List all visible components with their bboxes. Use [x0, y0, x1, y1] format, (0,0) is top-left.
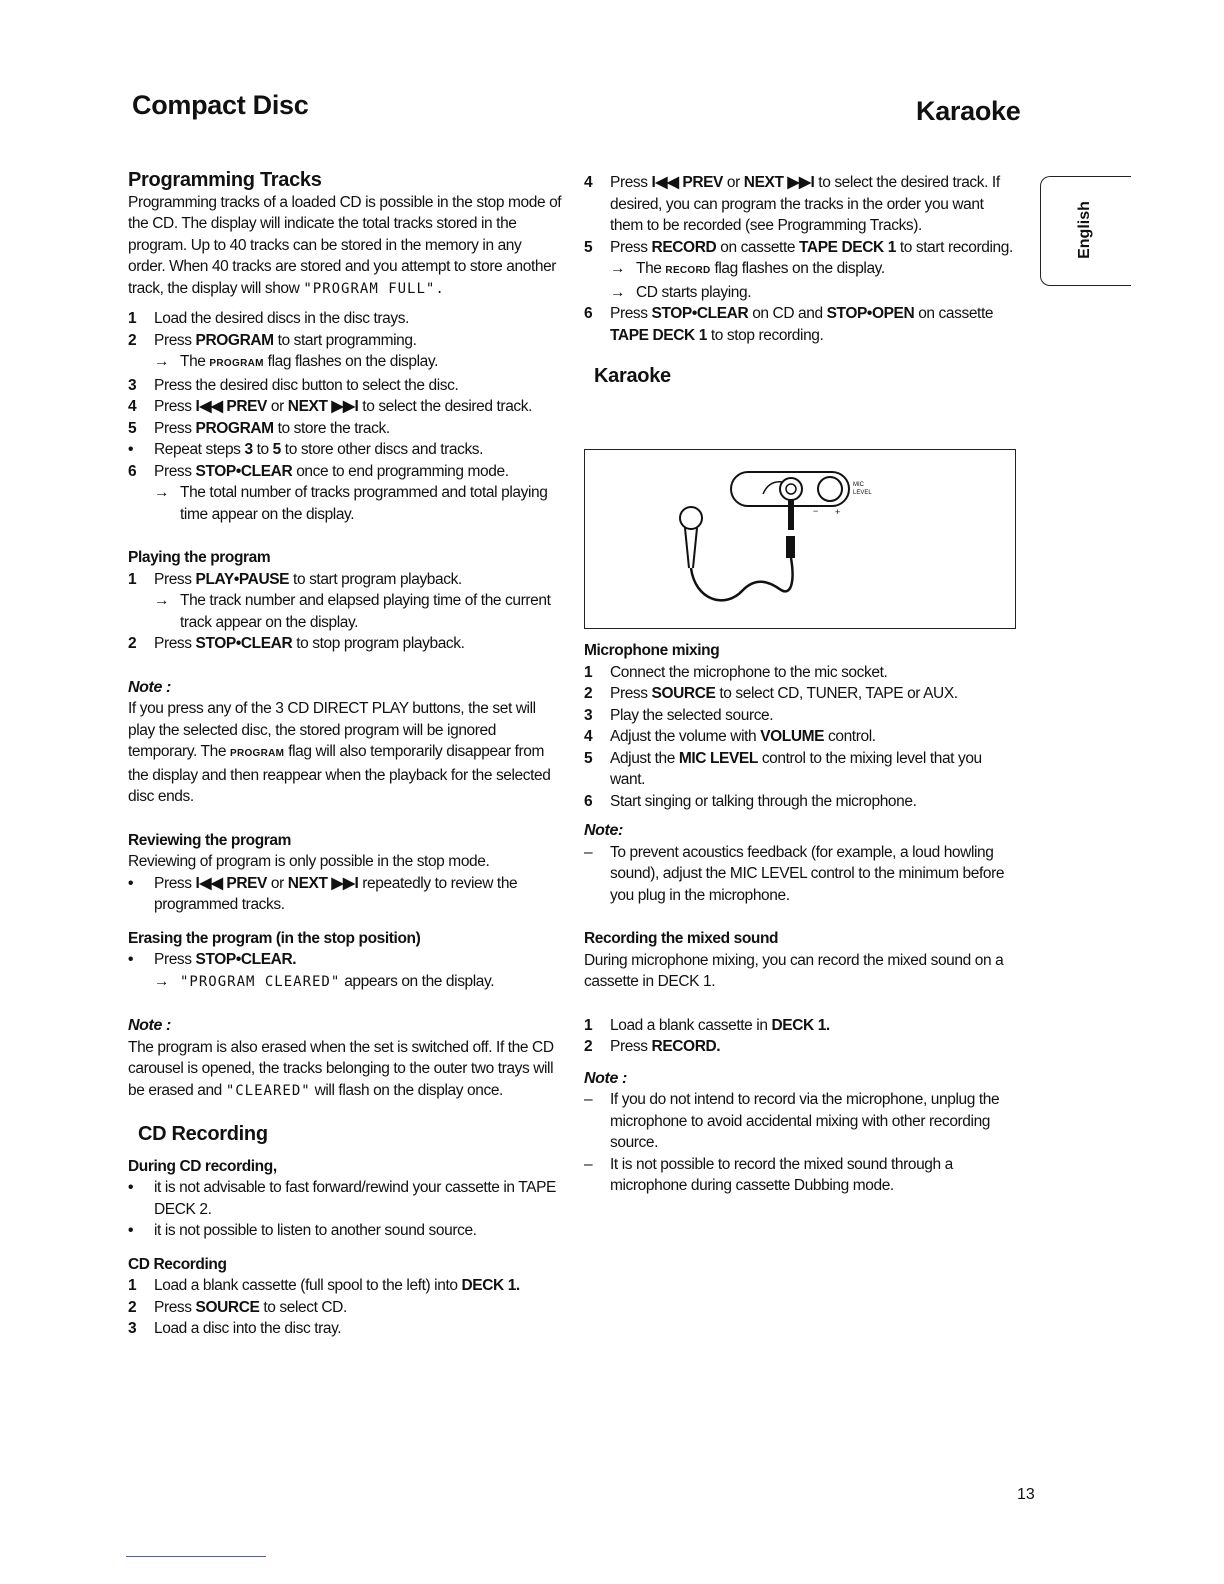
mix-note-text: – To prevent acoustics feedback (for example, a loud howling sound), adjust the MIC LEVEL control to the minimum before you plug in the microphone. [584, 843, 1005, 904]
mic-level-knob [818, 477, 842, 501]
plug [788, 500, 794, 530]
note-2-text: The program is also erased when the set is switched off. If the CD carousel is opened, the tracks belonging to the outer two trays will be erased and "CLEARED" will flash on the display once. [128, 1038, 554, 1099]
cdrec-step-1: 1 Load a blank cassette (full spool to the left) into DECK 1. [128, 1277, 520, 1294]
play-step-2: 2 Press STOP•CLEAR to stop program playback. [128, 635, 465, 652]
microphone-illustration [585, 450, 1015, 628]
mix-note-label: Note: [584, 822, 623, 839]
svg-text:−: − [813, 506, 819, 516]
cdrec-step-3: 3 Load a disc into the disc tray. [128, 1320, 342, 1337]
microphone-head [680, 507, 702, 529]
cdrec-subtitle: CD Recording [128, 1255, 227, 1273]
programming-intro: Programming tracks of a loaded CD is possible in the stop mode of the CD. The display will indicate the total tracks stored in the program. Up to 40 tracks can be stored in the memory in any order. When 40 tracks are stored and you attempt to store another track, the display will show "PROGRAM FULL". [128, 193, 562, 297]
language-tab-label: English [1076, 201, 1093, 259]
page-number: 13 [1017, 1486, 1035, 1503]
svg-text:+: + [835, 507, 841, 517]
karaoke-figure [584, 449, 1016, 629]
mix-step-5: 5 Adjust the MIC LEVEL control to the mixing level that you want. [584, 749, 982, 788]
erasing-bullet: • Press STOP•CLEAR. [128, 951, 297, 968]
cdrec-step-5-result-1: → The RECORD flag flashes on the display. [610, 260, 885, 277]
playing-title: Playing the program [128, 549, 271, 566]
karaoke-title: Karaoke [594, 365, 671, 387]
note-1-text: If you press any of the 3 CD DIRECT PLAY buttons, the set will play the selected disc, the stored program will be ignored temporary. The PROGRAM flag will also temporarily disappear from the display and then reappear when the playback for the selected disc ends. [128, 700, 551, 805]
cdrec-step-2: 2 Press SOURCE to select CD. [128, 1298, 347, 1316]
lcd-program-full: "PROGRAM FULL". [303, 280, 445, 297]
rec-note-1: – If you do not intend to record via the microphone, unplug the microphone to avoid accidental mixing with other recording source. [584, 1091, 1000, 1151]
rec-step-1: 1 Load a blank cassette in DECK 1. [584, 1016, 830, 1034]
cdrec-step-5-result-2: → CD starts playing. [610, 283, 752, 301]
cdrec-bullet-2: • it is not possible to listen to another sound source. [128, 1222, 477, 1239]
right-column-top [584, 172, 1014, 388]
play-step-1-result: → The track number and elapsed playing time of the current track appear on the display. [154, 592, 551, 631]
note-1-label: Note : [128, 678, 171, 696]
left-page-title: Compact Disc [132, 90, 309, 120]
microphone-cable [691, 558, 793, 600]
mix-step-4: 4 Adjust the volume with VOLUME control. [584, 728, 876, 745]
mix-step-2: 2 Press SOURCE to select CD, TUNER, TAPE or AUX. [584, 685, 958, 702]
rec-step-2: 2 Press RECORD. [584, 1038, 721, 1055]
prog-step-3: 3 Press the desired disc button to select the disc. [128, 376, 459, 394]
footer-rule [126, 1556, 266, 1557]
mix-step-3: 3 Play the selected source. [584, 706, 774, 724]
language-tab-label-wrap [1040, 176, 1130, 284]
programming-title: Programming Tracks [128, 169, 322, 191]
left-column [128, 170, 562, 1340]
mix-step-6: 6 Start singing or talking through the microphone. [584, 792, 917, 810]
mic-label: MIC [853, 482, 864, 488]
play-step-1: 1 Press PLAY•PAUSE to start program playback. [128, 570, 462, 588]
right-page-title: Karaoke [916, 96, 1021, 126]
prog-step-2: 2 Press PROGRAM to start programming. [128, 331, 417, 349]
prog-step-repeat: • Repeat steps 3 to 5 to store other discs and tracks. [128, 441, 484, 458]
lcd-program-cleared: "PROGRAM CLEARED" [180, 973, 341, 990]
prog-step-2-result: → The PROGRAM flag flashes on the display. [154, 353, 438, 370]
microphone-body [685, 528, 697, 568]
mic-socket [780, 478, 802, 500]
prog-step-1: 1 Load the desired discs in the disc trays. [128, 310, 409, 327]
rec-note-label: Note : [584, 1069, 627, 1087]
cdrec-bullet-1: • it is not advisable to fast forward/rewind your cassette in TAPE DECK 2. [128, 1179, 556, 1218]
rec-mixed-text: During microphone mixing, you can record the mixed sound on a cassette in DECK 1. [584, 951, 1004, 990]
prog-step-4: 4 Press I◀◀ PREV or NEXT ▶▶I to select the desired track. [128, 398, 533, 415]
mic-mixing-title: Microphone mixing [584, 642, 720, 659]
rec-note-2: – It is not possible to record the mixed sound through a microphone during cassette Dubbing mode. [584, 1155, 953, 1194]
cd-recording-title: CD Recording [138, 1123, 268, 1145]
prog-step-6: 6 Press STOP•CLEAR once to end programming mode. [128, 462, 509, 480]
cdrec-step-5: 5 Press RECORD on cassette TAPE DECK 1 to start recording. [584, 238, 1013, 256]
reviewing-title: Reviewing the program [128, 831, 291, 849]
rec-mixed-title: Recording the mixed sound [584, 930, 779, 947]
level-label: LEVEL [853, 490, 872, 496]
right-column-bottom [584, 640, 1014, 1197]
prog-step-5: 5 Press PROGRAM to store the track. [128, 419, 390, 437]
reviewing-bullet: • Press I◀◀ PREV or NEXT ▶▶I repeatedly to review the programmed tracks. [128, 874, 518, 913]
prog-step-6-result: → The total number of tracks programmed and total playing time appear on the display. [154, 484, 548, 523]
mix-step-1: 1 Connect the microphone to the mic socket. [584, 663, 888, 681]
reviewing-text: Reviewing of program is only possible in the stop mode. [128, 853, 490, 870]
cdrec-step-6: 6 Press STOP•CLEAR on CD and STOP•OPEN on cassette TAPE DECK 1 to stop recording. [584, 305, 994, 344]
note-2-label: Note : [128, 1017, 171, 1034]
erasing-title: Erasing the program (in the stop position) [128, 929, 421, 947]
during-cd-recording: During CD recording, [128, 1157, 277, 1175]
lcd-cleared: "CLEARED" [225, 1082, 311, 1099]
cdrec-step-4: 4 Press I◀◀ PREV or NEXT ▶▶I to select the desired track. If desired, you can program the tracks in the order you want them to be recorded (see Programming Tracks). [584, 174, 1000, 234]
erasing-result: → "PROGRAM CLEARED" appears on the display. [154, 972, 495, 990]
